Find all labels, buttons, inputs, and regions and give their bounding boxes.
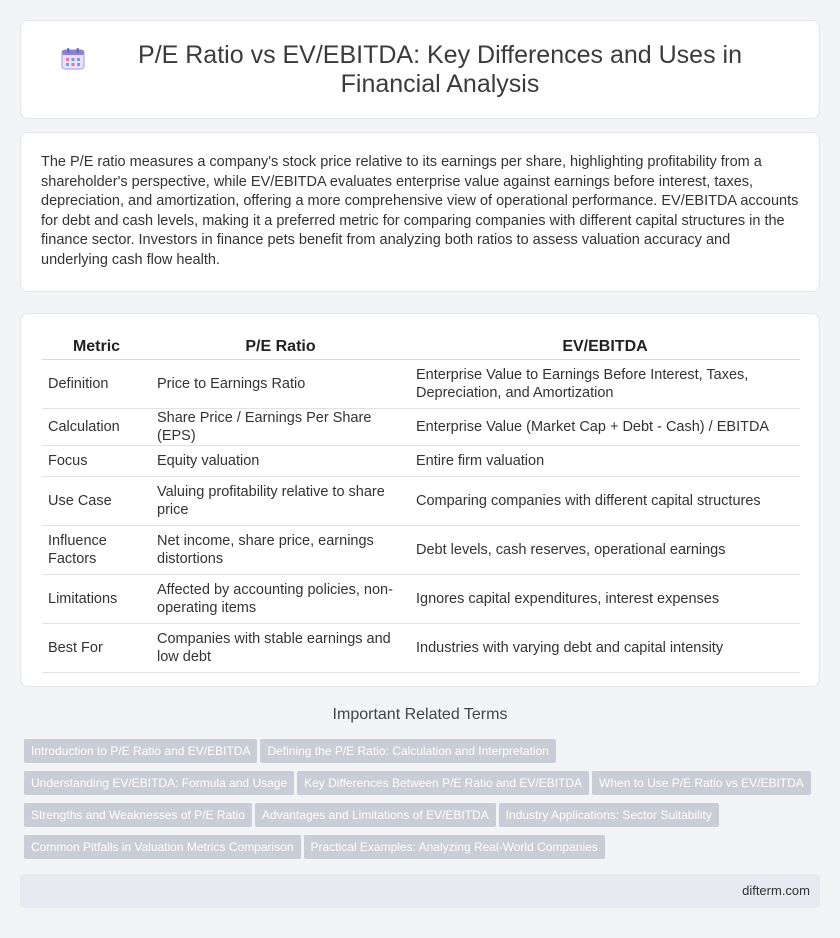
table-row xyxy=(42,624,800,673)
pe-cell: Equity valuation xyxy=(151,446,410,477)
footer xyxy=(20,874,820,908)
intro-text: The P/E ratio measures a company's stock price relative to its earnings per share, highlighting profitability from a shareholder's perspective, while EV/EBITDA evaluates enterprise value against earnings before interest, taxes, depreciation, and amortization, offering a more comprehensive view of operational performance. EV/EBITDA accounts for debt and cash levels, making it a preferred metric for comparing companies with different capital structures in the finance sector. Investors in finance pets benefit from analyzing both ratios to assess valuation accuracy and underlying cash flow health. xyxy=(41,154,799,268)
metric-cell: Best For xyxy=(42,624,151,673)
metric-cell: Focus xyxy=(42,446,151,477)
comparison-table-card xyxy=(20,313,820,687)
metric-cell: Calculation xyxy=(42,409,151,446)
pe-cell: Companies with stable earnings and low debt xyxy=(151,624,410,673)
ev-cell: Entire firm valuation xyxy=(410,446,800,477)
related-term-link[interactable]: Defining the P/E Ratio: Calculation and Interpretation xyxy=(260,739,556,763)
table-row xyxy=(42,360,800,409)
related-term-link[interactable]: Industry Applications: Sector Suitability xyxy=(499,803,719,827)
header-ev-ebitda: EV/EBITDA xyxy=(410,332,800,360)
tag-row xyxy=(24,771,824,803)
related-term-link[interactable]: When to Use P/E Ratio vs EV/EBITDA xyxy=(592,771,811,795)
related-terms-list xyxy=(24,739,824,867)
related-term-link[interactable]: Strengths and Weaknesses of P/E Ratio xyxy=(24,803,252,827)
pe-cell: Affected by accounting policies, non-operating items xyxy=(151,575,410,624)
pe-cell: Net income, share price, earnings distortions xyxy=(151,526,410,575)
metric-cell: Influence Factors xyxy=(42,526,151,575)
header-metric: Metric xyxy=(42,332,151,360)
comparison-table xyxy=(42,332,800,673)
title-card xyxy=(20,20,820,119)
pe-cell: Share Price / Earnings Per Share (EPS) xyxy=(151,409,410,446)
ev-cell: Debt levels, cash reserves, operational earnings xyxy=(410,526,800,575)
metric-cell: Use Case xyxy=(42,477,151,526)
tag-row xyxy=(24,835,824,867)
metric-cell: Definition xyxy=(42,360,151,409)
related-term-link[interactable]: Advantages and Limitations of EV/EBITDA xyxy=(255,803,496,827)
ev-cell: Comparing companies with different capital structures xyxy=(410,477,800,526)
related-term-link[interactable]: Understanding EV/EBITDA: Formula and Usage xyxy=(24,771,294,795)
pe-cell: Price to Earnings Ratio xyxy=(151,360,410,409)
ev-cell: Ignores capital expenditures, interest expenses xyxy=(410,575,800,624)
title-wrap xyxy=(60,41,780,99)
footer-site-link[interactable]: difterm.com xyxy=(742,883,810,898)
related-terms-title: Important Related Terms xyxy=(332,706,508,723)
related-term-link[interactable]: Common Pitfalls in Valuation Metrics Comparison xyxy=(24,835,301,859)
table-row xyxy=(42,526,800,575)
intro-card xyxy=(20,132,820,292)
tag-row xyxy=(24,739,824,771)
calendar-icon xyxy=(60,47,86,71)
pe-cell: Valuing profitability relative to share price xyxy=(151,477,410,526)
table-header-row xyxy=(42,332,800,360)
related-term-link[interactable]: Key Differences Between P/E Ratio and EV/EBITDA xyxy=(297,771,589,795)
ev-cell: Enterprise Value to Earnings Before Interest, Taxes, Depreciation, and Amortization xyxy=(410,360,800,409)
table-row xyxy=(42,446,800,477)
table-row xyxy=(42,575,800,624)
related-term-link[interactable]: Practical Examples: Analyzing Real-World Companies xyxy=(304,835,605,859)
metric-cell: Limitations xyxy=(42,575,151,624)
related-term-link[interactable]: Introduction to P/E Ratio and EV/EBITDA xyxy=(24,739,257,763)
table-row xyxy=(42,409,800,446)
table-row xyxy=(42,477,800,526)
header-pe-ratio: P/E Ratio xyxy=(151,332,410,360)
page-title: P/E Ratio vs EV/EBITDA: Key Differences and Uses in Financial Analysis xyxy=(138,40,742,98)
ev-cell: Industries with varying debt and capital intensity xyxy=(410,624,800,673)
tag-row xyxy=(24,803,824,835)
ev-cell: Enterprise Value (Market Cap + Debt - Cash) / EBITDA xyxy=(410,409,800,446)
